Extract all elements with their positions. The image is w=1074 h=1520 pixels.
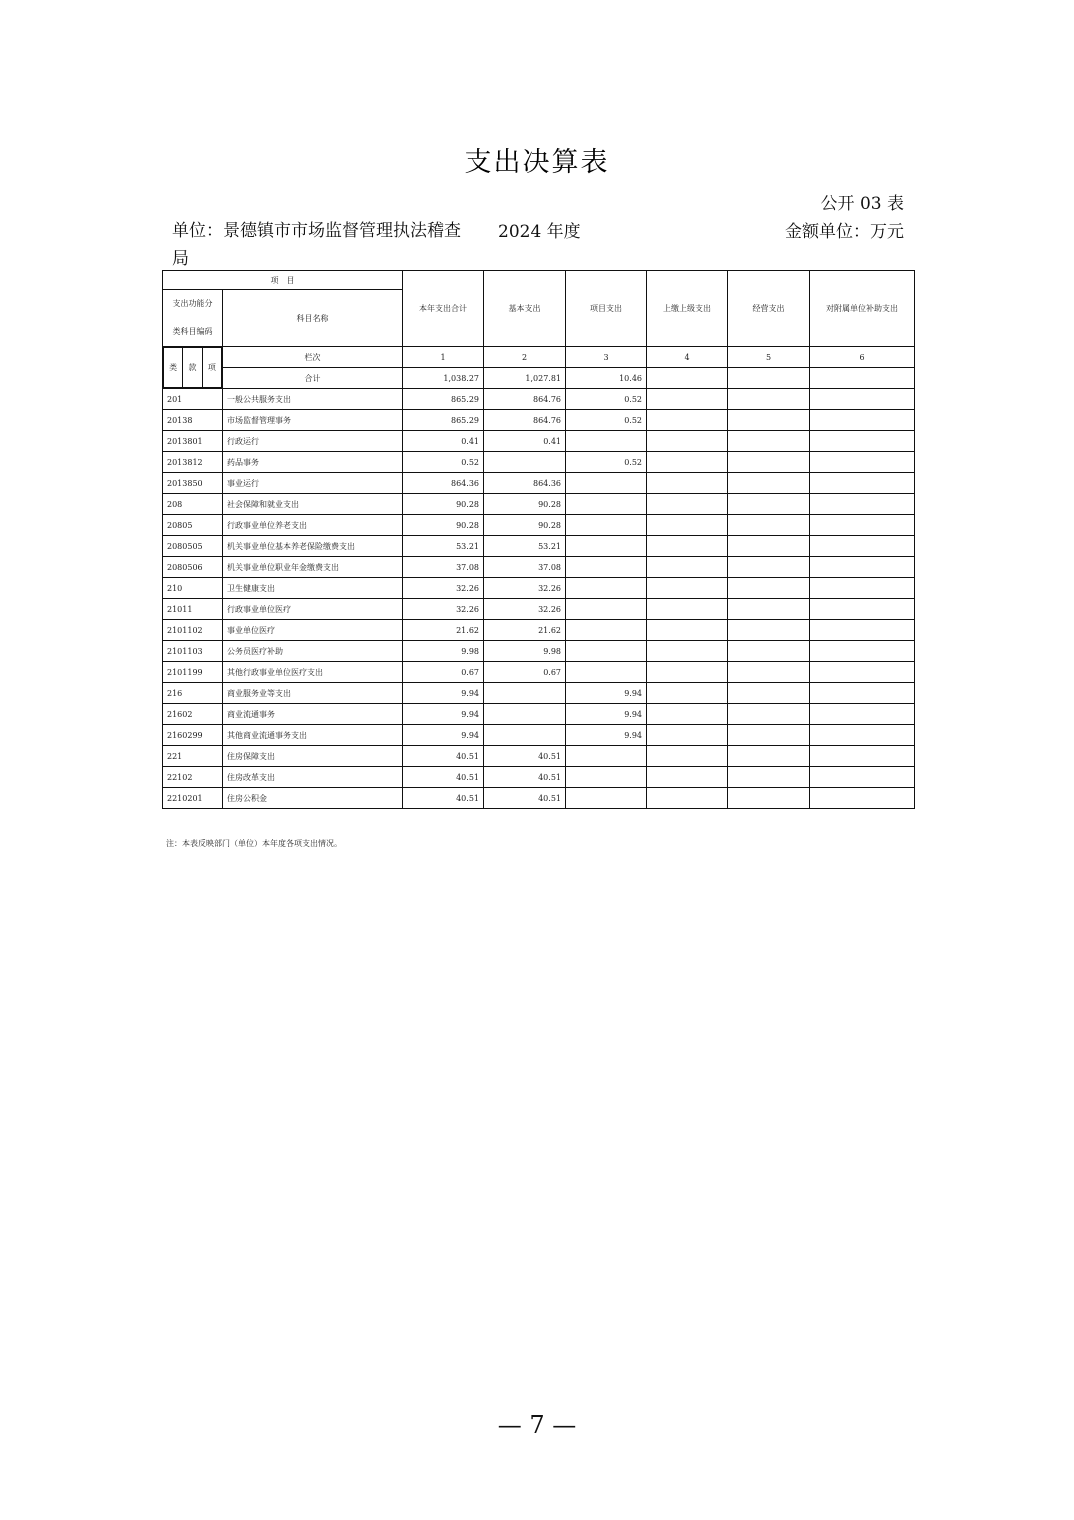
header-business-expenditure: 经营支出 [728, 271, 810, 347]
row-subsidiary-subsidy [810, 536, 915, 557]
col-number-6: 6 [810, 347, 915, 368]
row-business-expenditure [728, 536, 810, 557]
row-project-expenditure [566, 599, 647, 620]
total-label: 合计 [223, 368, 403, 389]
table-row [163, 473, 915, 494]
row-total-expenditure: 40.51 [403, 767, 484, 788]
row-basic-expenditure: 37.08 [484, 557, 566, 578]
row-subsidiary-subsidy [810, 683, 915, 704]
row-remit-superior [647, 725, 728, 746]
header-func-class-line2: 类科目编码 [172, 327, 213, 336]
col-number-2: 2 [484, 347, 566, 368]
row-business-expenditure [728, 431, 810, 452]
row-subject-name: 社会保障和就业支出 [223, 494, 403, 515]
row-business-expenditure [728, 473, 810, 494]
row-subject-name: 公务员医疗补助 [223, 641, 403, 662]
row-project-expenditure: 9.94 [566, 725, 647, 746]
row-business-expenditure [728, 410, 810, 431]
row-code: 2101102 [163, 620, 223, 641]
row-basic-expenditure: 40.51 [484, 788, 566, 809]
header-basic-expenditure: 基本支出 [484, 271, 566, 347]
row-subject-name: 行政事业单位养老支出 [223, 515, 403, 536]
row-total-expenditure: 865.29 [403, 410, 484, 431]
total-col5 [728, 368, 810, 389]
row-subject-name: 市场监督管理事务 [223, 410, 403, 431]
table-row [163, 557, 915, 578]
row-business-expenditure [728, 578, 810, 599]
row-total-expenditure: 0.41 [403, 431, 484, 452]
row-subject-name: 商业服务业等支出 [223, 683, 403, 704]
row-code: 2101103 [163, 641, 223, 662]
header-lanci: 栏次 [223, 347, 403, 368]
table-row [163, 620, 915, 641]
row-basic-expenditure: 32.26 [484, 578, 566, 599]
row-business-expenditure [728, 620, 810, 641]
row-total-expenditure: 864.36 [403, 473, 484, 494]
header-subject-name: 科目名称 [223, 290, 403, 347]
row-project-expenditure [566, 557, 647, 578]
row-basic-expenditure: 0.41 [484, 431, 566, 452]
row-code: 201 [163, 389, 223, 410]
row-business-expenditure [728, 641, 810, 662]
row-business-expenditure [728, 767, 810, 788]
row-business-expenditure [728, 725, 810, 746]
row-business-expenditure [728, 515, 810, 536]
row-basic-expenditure: 40.51 [484, 767, 566, 788]
row-remit-superior [647, 767, 728, 788]
total-col2: 1,027.81 [484, 368, 566, 389]
row-total-expenditure: 9.94 [403, 683, 484, 704]
row-project-expenditure [566, 767, 647, 788]
row-basic-expenditure: 9.98 [484, 641, 566, 662]
row-remit-superior [647, 704, 728, 725]
row-code: 21011 [163, 599, 223, 620]
row-code: 210 [163, 578, 223, 599]
row-remit-superior [647, 683, 728, 704]
row-business-expenditure [728, 704, 810, 725]
reporting-unit: 单位：景德镇市市场监督管理执法稽查局 [172, 221, 461, 269]
header-lei-kuan-xiang [163, 347, 223, 389]
table-row [163, 515, 915, 536]
row-total-expenditure: 865.29 [403, 389, 484, 410]
total-col4 [647, 368, 728, 389]
row-remit-superior [647, 536, 728, 557]
row-subsidiary-subsidy [810, 662, 915, 683]
row-total-expenditure: 21.62 [403, 620, 484, 641]
table-row [163, 788, 915, 809]
row-remit-superior [647, 641, 728, 662]
row-subject-name: 卫生健康支出 [223, 578, 403, 599]
row-subject-name: 住房改革支出 [223, 767, 403, 788]
row-subsidiary-subsidy [810, 494, 915, 515]
row-code: 208 [163, 494, 223, 515]
row-remit-superior [647, 410, 728, 431]
table-row [163, 389, 915, 410]
row-project-expenditure [566, 746, 647, 767]
row-code: 216 [163, 683, 223, 704]
row-project-expenditure [566, 473, 647, 494]
row-remit-superior [647, 578, 728, 599]
row-subsidiary-subsidy [810, 452, 915, 473]
row-subject-name: 一般公共服务支出 [223, 389, 403, 410]
row-total-expenditure: 53.21 [403, 536, 484, 557]
row-basic-expenditure [484, 683, 566, 704]
row-project-expenditure [566, 578, 647, 599]
row-business-expenditure [728, 662, 810, 683]
row-business-expenditure [728, 452, 810, 473]
header-lei: 类 [164, 348, 183, 388]
row-remit-superior [647, 599, 728, 620]
row-total-expenditure: 90.28 [403, 515, 484, 536]
row-subsidiary-subsidy [810, 641, 915, 662]
row-subsidiary-subsidy [810, 431, 915, 452]
row-basic-expenditure: 53.21 [484, 536, 566, 557]
row-basic-expenditure: 90.28 [484, 494, 566, 515]
row-remit-superior [647, 389, 728, 410]
row-remit-superior [647, 494, 728, 515]
row-subject-name: 住房公积金 [223, 788, 403, 809]
row-project-expenditure: 0.52 [566, 389, 647, 410]
row-basic-expenditure: 90.28 [484, 515, 566, 536]
table-row [163, 725, 915, 746]
col-number-1: 1 [403, 347, 484, 368]
document-title: 支出决算表 [464, 147, 610, 178]
row-subject-name: 住房保障支出 [223, 746, 403, 767]
table-row [163, 410, 915, 431]
row-project-expenditure: 0.52 [566, 452, 647, 473]
col-number-3: 3 [566, 347, 647, 368]
row-subject-name: 机关事业单位基本养老保险缴费支出 [223, 536, 403, 557]
table-row [163, 704, 915, 725]
expenditure-table [162, 270, 915, 809]
row-basic-expenditure: 0.67 [484, 662, 566, 683]
row-code: 2160299 [163, 725, 223, 746]
row-total-expenditure: 0.52 [403, 452, 484, 473]
row-code: 2080506 [163, 557, 223, 578]
row-subject-name: 商业流通事务 [223, 704, 403, 725]
row-remit-superior [647, 746, 728, 767]
row-code: 2210201 [163, 788, 223, 809]
table-row [163, 599, 915, 620]
row-remit-superior [647, 431, 728, 452]
row-basic-expenditure: 864.76 [484, 389, 566, 410]
total-col6 [810, 368, 915, 389]
row-subsidiary-subsidy [810, 788, 915, 809]
row-project-expenditure [566, 494, 647, 515]
row-remit-superior [647, 788, 728, 809]
row-subject-name: 其他商业流通事务支出 [223, 725, 403, 746]
header-project-expenditure: 项目支出 [566, 271, 647, 347]
table-row [163, 452, 915, 473]
row-basic-expenditure: 21.62 [484, 620, 566, 641]
row-code: 2013850 [163, 473, 223, 494]
row-remit-superior [647, 662, 728, 683]
row-total-expenditure: 37.08 [403, 557, 484, 578]
row-code: 20805 [163, 515, 223, 536]
total-col1: 1,038.27 [403, 368, 484, 389]
row-business-expenditure [728, 599, 810, 620]
header-subsidiary-subsidy: 对附属单位补助支出 [810, 271, 915, 347]
row-business-expenditure [728, 557, 810, 578]
row-project-expenditure: 9.94 [566, 704, 647, 725]
row-code: 21602 [163, 704, 223, 725]
row-subsidiary-subsidy [810, 620, 915, 641]
row-total-expenditure: 9.94 [403, 704, 484, 725]
total-col3: 10.46 [566, 368, 647, 389]
row-project-expenditure [566, 620, 647, 641]
row-code: 221 [163, 746, 223, 767]
row-subsidiary-subsidy [810, 389, 915, 410]
row-code: 2013801 [163, 431, 223, 452]
row-basic-expenditure: 864.76 [484, 410, 566, 431]
header-item: 项 目 [163, 271, 403, 290]
row-project-expenditure [566, 515, 647, 536]
table-row [163, 746, 915, 767]
row-subject-name: 行政事业单位医疗 [223, 599, 403, 620]
header-xiang: 项 [202, 348, 221, 388]
row-basic-expenditure [484, 725, 566, 746]
row-project-expenditure [566, 662, 647, 683]
row-total-expenditure: 90.28 [403, 494, 484, 515]
row-subsidiary-subsidy [810, 704, 915, 725]
row-remit-superior [647, 452, 728, 473]
row-subsidiary-subsidy [810, 578, 915, 599]
row-total-expenditure: 40.51 [403, 746, 484, 767]
row-subject-name: 行政运行 [223, 431, 403, 452]
row-project-expenditure [566, 641, 647, 662]
row-code: 20138 [163, 410, 223, 431]
row-total-expenditure: 40.51 [403, 788, 484, 809]
row-subsidiary-subsidy [810, 767, 915, 788]
fiscal-year: 2024 年度 [498, 222, 581, 242]
row-business-expenditure [728, 788, 810, 809]
table-row [163, 683, 915, 704]
row-subsidiary-subsidy [810, 557, 915, 578]
money-unit: 金额单位：万元 [785, 222, 904, 242]
row-basic-expenditure: 32.26 [484, 599, 566, 620]
row-basic-expenditure: 40.51 [484, 746, 566, 767]
row-remit-superior [647, 557, 728, 578]
row-business-expenditure [728, 494, 810, 515]
row-subsidiary-subsidy [810, 410, 915, 431]
row-basic-expenditure [484, 704, 566, 725]
row-total-expenditure: 9.98 [403, 641, 484, 662]
form-number: 公开 03 表 [820, 194, 904, 214]
row-project-expenditure [566, 431, 647, 452]
row-basic-expenditure: 864.36 [484, 473, 566, 494]
row-remit-superior [647, 473, 728, 494]
row-business-expenditure [728, 746, 810, 767]
row-subsidiary-subsidy [810, 746, 915, 767]
page-number: — 7 — [497, 1411, 577, 1439]
row-total-expenditure: 32.26 [403, 599, 484, 620]
row-project-expenditure: 9.94 [566, 683, 647, 704]
row-subject-name: 事业运行 [223, 473, 403, 494]
row-subject-name: 药品事务 [223, 452, 403, 473]
table-row [163, 431, 915, 452]
row-total-expenditure: 0.67 [403, 662, 484, 683]
row-code: 2101199 [163, 662, 223, 683]
header-func-class-code [163, 290, 223, 347]
row-basic-expenditure [484, 452, 566, 473]
row-subsidiary-subsidy [810, 725, 915, 746]
table-row [163, 662, 915, 683]
row-subsidiary-subsidy [810, 473, 915, 494]
header-kuan: 款 [183, 348, 202, 388]
row-subsidiary-subsidy [810, 599, 915, 620]
col-number-4: 4 [647, 347, 728, 368]
table-row [163, 494, 915, 515]
row-project-expenditure [566, 536, 647, 557]
table-note: 注：本表反映部门（单位）本年度各项支出情况。 [166, 839, 342, 848]
row-subsidiary-subsidy [810, 515, 915, 536]
table-row [163, 578, 915, 599]
row-total-expenditure: 32.26 [403, 578, 484, 599]
row-business-expenditure [728, 683, 810, 704]
row-subject-name: 机关事业单位职业年金缴费支出 [223, 557, 403, 578]
row-subject-name: 事业单位医疗 [223, 620, 403, 641]
row-code: 2013812 [163, 452, 223, 473]
table-row [163, 641, 915, 662]
row-remit-superior [647, 620, 728, 641]
header-total-expenditure: 本年支出合计 [403, 271, 484, 347]
header-func-class-line1: 支出功能分 [172, 299, 213, 308]
row-subject-name: 其他行政事业单位医疗支出 [223, 662, 403, 683]
row-code: 22102 [163, 767, 223, 788]
row-total-expenditure: 9.94 [403, 725, 484, 746]
header-remit-superior: 上缴上级支出 [647, 271, 728, 347]
table-row [163, 536, 915, 557]
col-number-5: 5 [728, 347, 810, 368]
row-code: 2080505 [163, 536, 223, 557]
row-project-expenditure: 0.52 [566, 410, 647, 431]
table-row [163, 767, 915, 788]
row-remit-superior [647, 515, 728, 536]
row-business-expenditure [728, 389, 810, 410]
row-project-expenditure [566, 788, 647, 809]
